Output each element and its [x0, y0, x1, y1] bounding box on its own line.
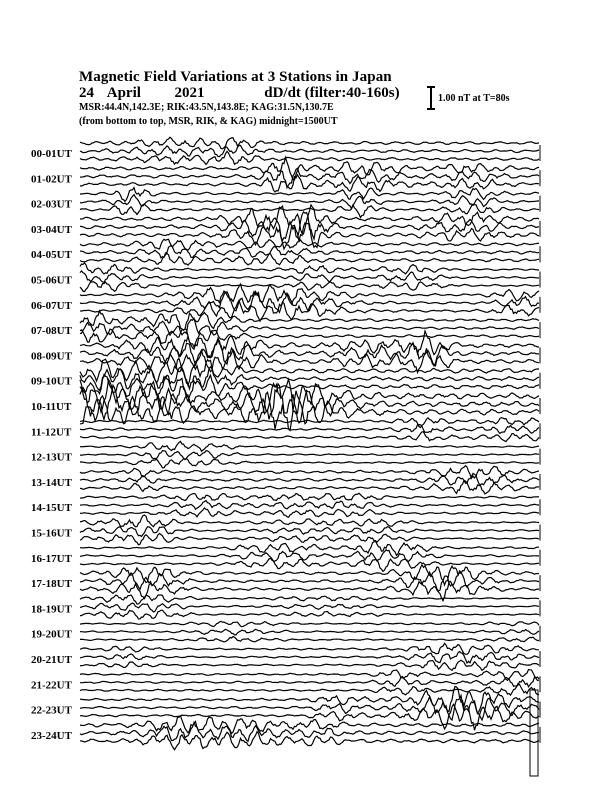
hour-row-13-14ut [31, 466, 540, 494]
hour-label: 04-05UT [31, 249, 72, 262]
trace-kag [80, 466, 539, 479]
trace-kag [80, 515, 539, 527]
hour-label: 05-06UT [31, 274, 72, 287]
hour-row-20-21ut [31, 643, 540, 670]
trace-rik [80, 245, 539, 258]
trace-msr [80, 253, 539, 265]
trace-kag [80, 418, 539, 428]
trace-msr [80, 175, 539, 192]
trace-msr [80, 508, 539, 517]
trace-kag [80, 643, 539, 654]
hour-row-04-05ut [31, 239, 540, 265]
trace-rik [80, 451, 539, 460]
trace-msr [80, 151, 539, 164]
hour-row-18-19ut [31, 595, 540, 619]
trace-kag [80, 137, 539, 149]
trace-rik [80, 550, 539, 562]
trace-kag [80, 188, 539, 202]
hour-label: 06-07UT [31, 299, 72, 312]
trace-rik [80, 195, 539, 209]
trace-rik [80, 501, 539, 510]
hour-label: 02-03UT [31, 198, 72, 211]
hour-label: 22-23UT [31, 704, 72, 717]
trace-kag [80, 493, 539, 500]
trace-rik [80, 384, 539, 423]
hour-row-00-01ut [31, 137, 540, 164]
trace-msr [80, 480, 539, 494]
trace-kag [80, 670, 539, 681]
hour-row-11-12ut [31, 418, 540, 442]
hour-row-01-02ut [31, 157, 540, 192]
hour-row-06-07ut [31, 284, 540, 321]
hour-row-21-22ut [31, 670, 540, 696]
trace-rik [80, 527, 539, 537]
hour-label: 10-11UT [31, 401, 72, 413]
hour-row-05-06ut [31, 263, 540, 292]
trace-msr [80, 432, 539, 442]
stations-info: MSR:44.4N,142.3E; RIK:43.5N,143.8E; KAG:31.5N,130.7E [79, 102, 334, 113]
trace-kag [80, 284, 539, 304]
hour-label: 15-16UT [31, 527, 72, 540]
trace-msr [80, 282, 539, 292]
date-day: 24 [79, 85, 94, 101]
hour-label: 19-20UT [31, 628, 72, 641]
scale-bar-label: 1.00 nT at T=80s [438, 93, 510, 104]
trace-rik [80, 271, 539, 283]
hour-row-17-18ut [31, 565, 540, 601]
trace-kag [80, 595, 539, 604]
date-year: 2021 [174, 85, 205, 101]
hour-label: 09-10UT [31, 375, 72, 388]
trace-msr [80, 637, 539, 642]
trace-rik [80, 651, 539, 663]
trace-msr [80, 459, 539, 468]
trace-msr [80, 558, 539, 571]
hour-label: 17-18UT [31, 578, 72, 591]
trace-msr [80, 391, 539, 431]
hour-label: 13-14UT [31, 476, 72, 489]
trace-kag [80, 239, 539, 250]
hour-row-15-16ut [31, 515, 540, 545]
hour-label: 23-24UT [31, 729, 72, 742]
hour-label: 03-04UT [31, 223, 72, 236]
hour-label: 14-15UT [31, 502, 72, 515]
hour-label: 08-09UT [31, 350, 72, 363]
trace-kag [80, 541, 539, 555]
stacking-order-note: (from bottom to top, MSR, RIK, & KAG) midnight=1500UT [79, 116, 338, 127]
date-month: April [106, 85, 141, 101]
hour-label: 21-22UT [31, 679, 72, 692]
hour-row-19-20ut [31, 621, 540, 642]
hour-row-07-08ut [31, 311, 540, 347]
hour-label: 20-21UT [31, 654, 72, 666]
trace-rik [80, 677, 539, 687]
hour-label: 07-08UT [31, 325, 72, 338]
trace-msr [80, 610, 539, 619]
hour-row-02-03ut [31, 188, 540, 218]
hour-row-16-17ut [31, 541, 540, 571]
chart-title: Magnetic Field Variations at 3 Stations in Japan [79, 69, 392, 85]
trace-kag [80, 441, 539, 451]
trace-rik [80, 603, 539, 612]
trace-kag [80, 621, 539, 626]
hour-label: 11-12UT [31, 426, 72, 439]
hour-row-09-10ut [31, 359, 540, 402]
hour-row-23-24ut [31, 716, 540, 750]
hour-label: 00-01UT [31, 148, 72, 160]
hour-label: 18-19UT [31, 603, 72, 616]
hour-label: 01-02UT [31, 173, 72, 186]
trace-rik [80, 425, 539, 434]
quantity-label: dD/dt (filter:40-160s) [264, 85, 400, 101]
trace-rik [80, 629, 539, 635]
trace-kag [80, 263, 539, 274]
hour-row-12-13ut [31, 441, 540, 468]
hour-label: 12-13UT [31, 451, 72, 464]
hour-row-14-15ut [31, 493, 540, 517]
hour-label: 16-17UT [31, 552, 72, 565]
trace-msr [80, 533, 539, 545]
